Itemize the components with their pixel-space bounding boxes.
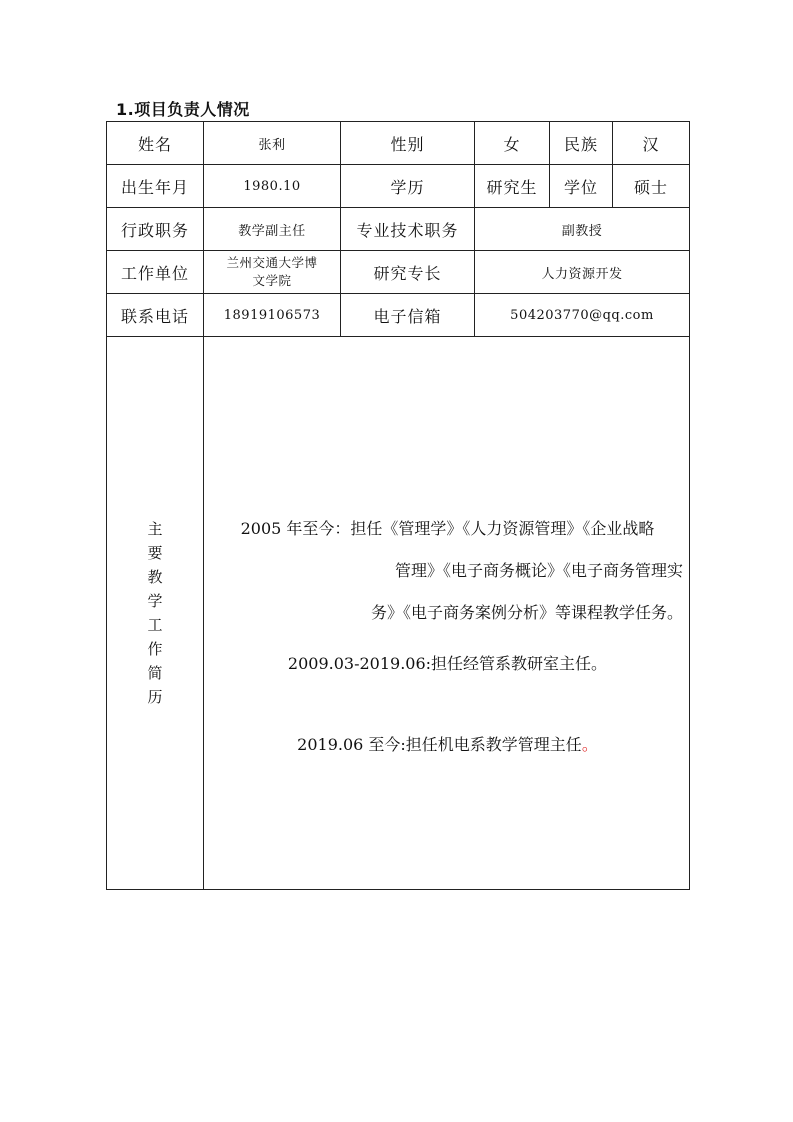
- table-row-resume: [107, 337, 690, 890]
- resume-content: [204, 337, 690, 890]
- label-birth: 出生年月: [107, 165, 204, 208]
- label-phone: 联系电话: [107, 294, 204, 337]
- label-email: 电子信箱: [341, 294, 475, 337]
- value-admin-position: 教学副主任: [204, 208, 341, 251]
- value-phone: 18919106573: [204, 294, 341, 337]
- value-tech-position: 副教授: [475, 208, 690, 251]
- value-email: 504203770@qq.com: [475, 294, 690, 337]
- resume-entry-1-line-2: 管理》《电子商务概论》《电子商务管理实: [394, 561, 683, 580]
- table-row-contact: [107, 294, 690, 337]
- resume-entry-1-line-3: 务》《电子商务案例分析》等课程教学任务。: [370, 603, 683, 622]
- section-heading: 1.项目负责人情况: [116, 100, 250, 119]
- value-education: 研究生: [475, 165, 550, 208]
- label-tech-position: 专业技术职务: [341, 208, 475, 251]
- value-name: 张利: [204, 122, 341, 165]
- value-specialty: 人力资源开发: [475, 251, 690, 294]
- value-gender: 女: [475, 122, 550, 165]
- table-row-work-unit: [107, 251, 690, 294]
- label-resume: [107, 337, 204, 890]
- resume-entry-3-end-mark: 。: [581, 735, 598, 754]
- label-education: 学历: [341, 165, 475, 208]
- project-leader-table: [106, 121, 690, 890]
- label-admin-position: 行政职务: [107, 208, 204, 251]
- resume-entry-1: [210, 508, 685, 634]
- resume-entry-3: [210, 724, 685, 766]
- resume-entry-3-text: 2019.06 至今:担任机电系教学管理主任: [297, 735, 582, 754]
- resume-label-text: 主要教学工作简历: [147, 520, 163, 706]
- label-work-unit: 工作单位: [107, 251, 204, 294]
- resume-entry-2: 2009.03-2019.06:担任经管系教研室主任。: [287, 654, 608, 673]
- label-name: 姓名: [107, 122, 204, 165]
- value-ethnicity: 汉: [613, 122, 690, 165]
- label-gender: 性别: [341, 122, 475, 165]
- value-degree: 硕士: [613, 165, 690, 208]
- table-row-name: [107, 122, 690, 165]
- label-ethnicity: 民族: [550, 122, 613, 165]
- table-row-birth: [107, 165, 690, 208]
- table-row-position: [107, 208, 690, 251]
- label-degree: 学位: [550, 165, 613, 208]
- value-birth: 1980.10: [204, 165, 341, 208]
- resume-entry-1-line-1: 2005 年至今：担任《管理学》《人力资源管理》《企业战略: [240, 519, 655, 538]
- value-work-unit: [204, 251, 341, 294]
- label-specialty: 研究专长: [341, 251, 475, 294]
- work-unit-text: 兰州交通大学博文学院: [226, 255, 318, 288]
